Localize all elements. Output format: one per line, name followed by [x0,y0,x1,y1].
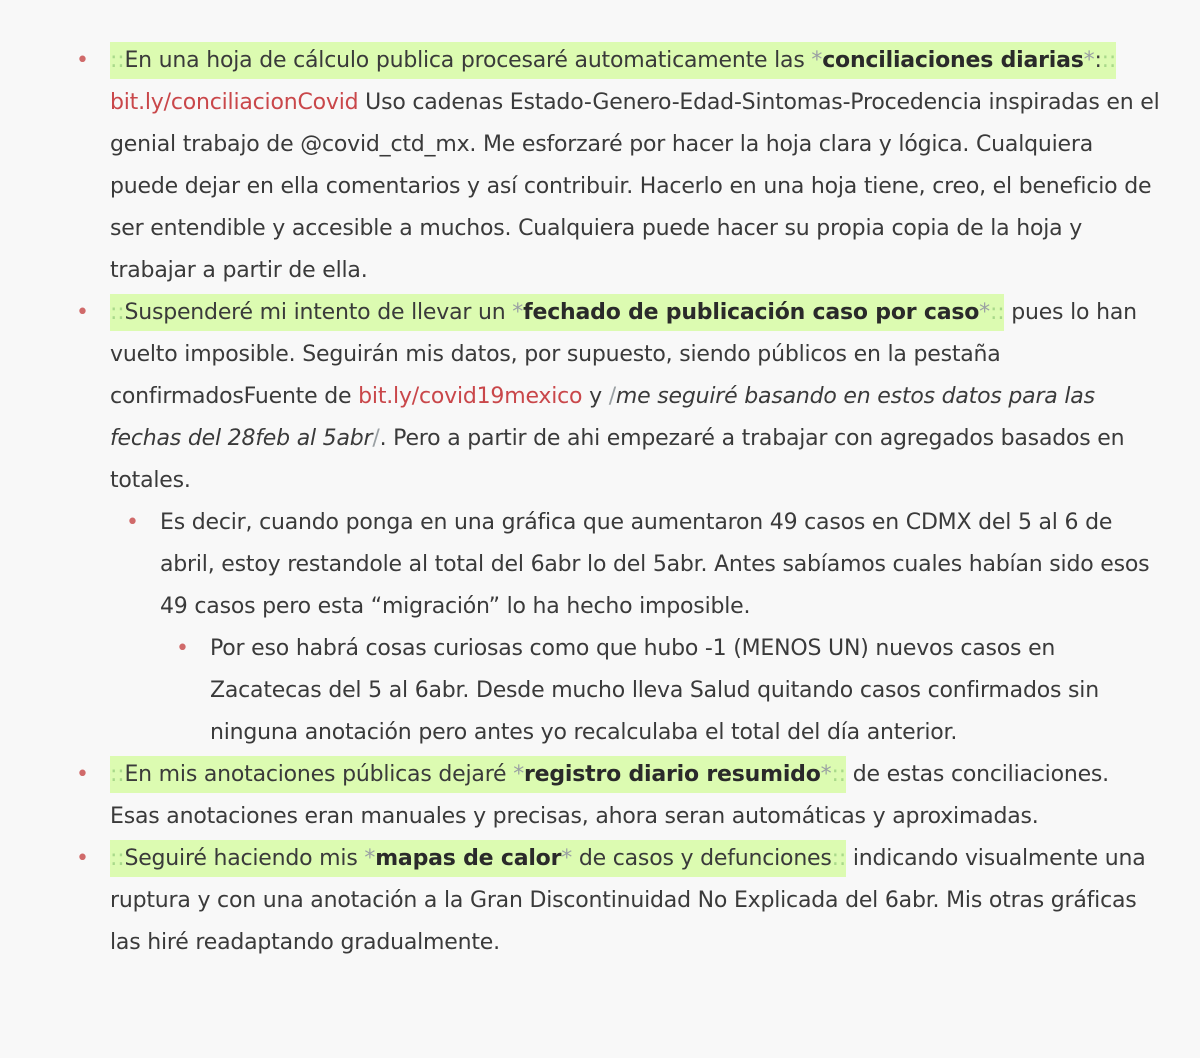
highlight-span [110,42,1116,79]
highlighted-text: En una hoja de cálculo publica procesaré automaticamente las [124,48,812,73]
highlighted-text: Suspenderé mi intento de llevar un [124,300,513,325]
highlight-marker: :: [110,762,125,787]
highlight-span [110,756,846,793]
bold-text: conciliaciones diarias [822,48,1084,73]
sub-list [110,502,1160,754]
link-conciliacion[interactable]: bit.ly/conciliacionCovid [110,90,359,115]
emphasis-marker: * [364,846,376,871]
bullet-icon: • [76,846,89,871]
highlight-marker: :: [831,846,847,871]
colon-text: : [1094,48,1102,73]
emphasis-marker: * [820,762,832,787]
emphasis-marker: * [512,300,524,325]
bold-text: registro diario resumido [524,762,821,787]
body-text: y [582,384,609,409]
list-item-registro [76,754,1160,838]
list-item-mapas [76,838,1160,964]
emphasis-marker: * [561,846,573,871]
emphasis-marker: * [979,300,990,325]
list-item-es-decir [126,502,1160,754]
list-item-fechado [76,292,1160,754]
highlight-marker: :: [831,762,846,787]
body-text: indicando visualmente una ruptura y con una anotación a la Gran Discontinuidad No Explicada del 6abr. Mis otras gráficas las hiré readaptando gradualmente. [110,846,1146,955]
body-text: Es decir, cuando ponga en una gráfica que aumentaron 49 casos en CDMX del 5 al 6 de abril, estoy restandole al total del 6abr lo del 5abr. Antes sabíamos cuales habían sido esos 49 casos pero esta “migración” lo ha hecho imposible. [160,510,1150,619]
highlighted-text: En mis anotaciones públicas dejaré [124,762,514,787]
highlight-span [110,294,1004,331]
list-item-conciliaciones [76,40,1160,292]
highlight-marker: :: [110,846,125,871]
bullet-icon: • [76,762,89,787]
link-covid19mexico[interactable]: bit.ly/covid19mexico [358,384,583,409]
body-text: Uso cadenas Estado-Genero-Edad-Sintomas-Procedencia inspiradas en el genial trabajo de @covid_ctd_mx. Me esforzaré por hacer la hoja clara y lógica. Cualquiera puede dejar en ella comentarios y así contribuir. Hacerlo en una hoja tiene, creo, el beneficio de ser entendible y accesible a muchos. Cualquiera puede hacer su propia copia de la hoja y trabajar a partir de ella. [110,90,1160,283]
highlighted-text: Seguiré haciendo mis [124,846,365,871]
bullet-icon: • [176,636,189,661]
bold-text: fechado de publicación caso por caso [523,300,980,325]
highlight-marker: :: [1101,48,1117,73]
sub-sub-list [160,628,1160,754]
italic-marker: / [608,384,616,409]
bold-text: mapas de calor [375,846,562,871]
bullet-icon: • [76,300,89,325]
italic-text: me seguiré basando en estos datos para las fechas del 28feb al 5abr [110,384,1095,451]
body-text: . Pero a partir de ahi empezaré a trabajar con agregados basados en totales. [110,426,1125,493]
bullet-icon: • [76,48,89,73]
body-text: Por eso habrá cosas curiosas como que hubo -1 (MENOS UN) nuevos casos en Zacatecas del 5 al 6abr. Desde mucho lleva Salud quitando casos confirmados sin ninguna anotación pero antes yo recalculaba el total del día anterior. [210,636,1099,745]
body-text: pues lo han vuelto imposible. Seguirán mis datos, por supuesto, siendo públicos en la pestaña confirmadosFuente de [110,300,1137,409]
highlight-marker: :: [110,300,125,325]
body-text: de estas conciliaciones. Esas anotaciones eran manuales y precisas, ahora seran automáticas y aproximadas. [110,762,1109,829]
emphasis-marker: * [811,48,823,73]
highlight-span [110,840,846,877]
emphasis-marker: * [513,762,524,787]
emphasis-marker: * [1083,48,1095,73]
highlighted-text: de casos y defunciones [572,846,832,871]
highlight-marker: :: [989,300,1005,325]
list-item-por-eso [176,628,1160,754]
highlight-marker: :: [110,48,125,73]
bullet-icon: • [126,510,139,535]
italic-marker: / [372,426,380,451]
